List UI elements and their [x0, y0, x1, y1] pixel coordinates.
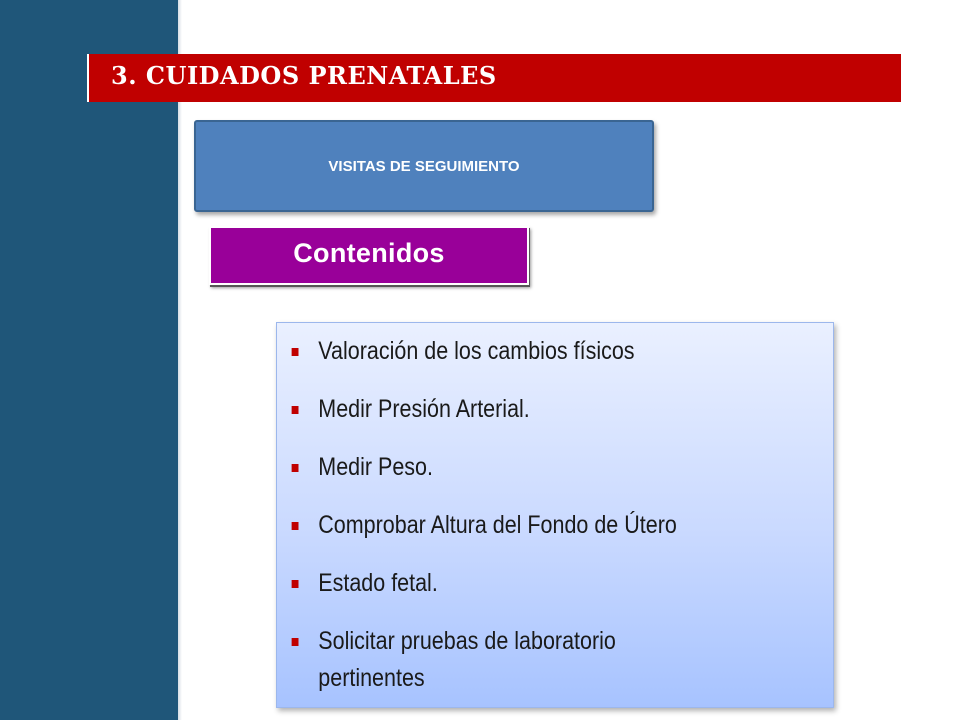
- contenidos-box: [209, 226, 529, 285]
- sidebar-divider: [178, 0, 182, 720]
- square-bullet-icon: [292, 580, 299, 588]
- list-item-text: Estado fetal.: [318, 569, 438, 597]
- square-bullet-icon: [292, 464, 299, 472]
- list-item: [277, 507, 755, 544]
- list-item-text: Medir Peso.: [318, 453, 433, 481]
- square-bullet-icon: [292, 522, 299, 530]
- list-item-text: Comprobar Altura del Fondo de Útero: [318, 511, 677, 539]
- list-item: [277, 333, 755, 370]
- list-item: [277, 565, 755, 602]
- list-item-text: Solicitar pruebas de laboratorio pertinentes: [318, 627, 616, 692]
- list-item: [277, 623, 755, 697]
- bullet-list: [277, 333, 833, 718]
- contenidos-label: Contenidos: [293, 238, 445, 268]
- list-item-text: Valoración de los cambios físicos: [318, 337, 635, 365]
- sidebar-band: [0, 0, 178, 720]
- title-bar: [87, 54, 901, 102]
- list-item: [277, 449, 755, 486]
- square-bullet-icon: [292, 406, 299, 414]
- section-title: VISITAS DE SEGUIMIENTO: [328, 157, 520, 175]
- section-box: [194, 120, 654, 212]
- square-bullet-icon: [292, 638, 299, 646]
- slide-title: 3. CUIDADOS PRENATALES: [111, 61, 497, 90]
- content-box: [276, 322, 834, 708]
- list-item-text: Medir Presión Arterial.: [318, 395, 530, 423]
- list-item: [277, 391, 755, 428]
- square-bullet-icon: [292, 348, 299, 356]
